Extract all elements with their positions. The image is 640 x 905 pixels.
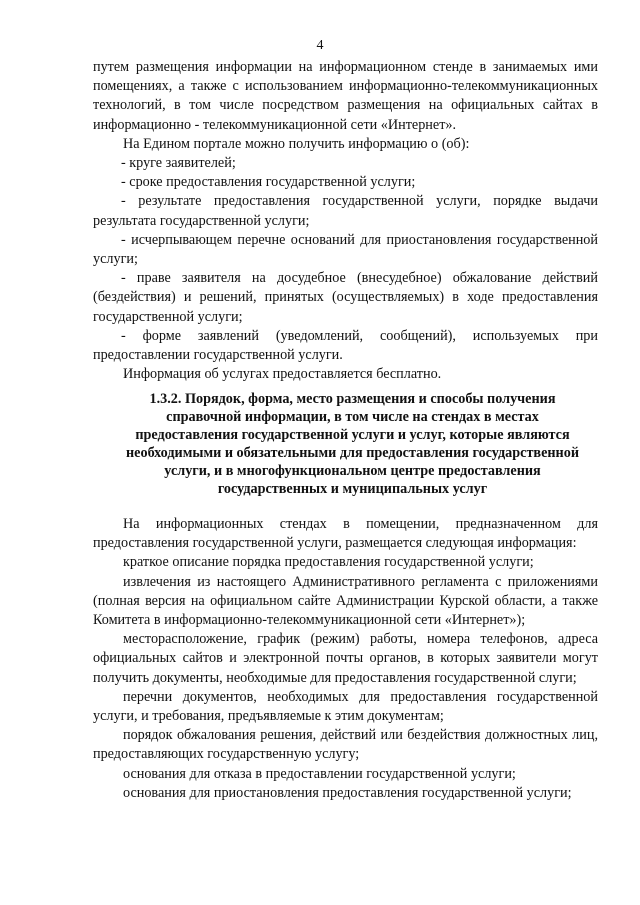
paragraph: Информация об услугах предоставляется бесплатно. bbox=[123, 366, 442, 383]
list-item: основания для приостановления предоставления государственной услуги; bbox=[123, 784, 572, 801]
list-item: порядок обжалования решения, действий или бездействия должностных лиц, предоставляющих государственную услугу; bbox=[93, 727, 598, 763]
heading-line: необходимыми и обязательными для предоставления государственной bbox=[126, 445, 579, 461]
page-number: 4 bbox=[316, 38, 324, 53]
list-item: - сроке предоставления государственной услуги; bbox=[121, 174, 416, 191]
list-item: - праве заявителя на досудебное (внесудебное) обжалование действий (бездействия) и решений, принятых (осуществляемых) в ходе предоставления государственной услуги; bbox=[93, 270, 598, 325]
paragraph: На информационных стендах в помещении, предназначенном для предоставления государственной услуги, размещается следующая информация: bbox=[93, 516, 598, 552]
list-item: краткое описание порядка предоставления государственной услуги; bbox=[123, 554, 534, 571]
list-item: месторасположение, график (режим) работы, номера телефонов, адреса официальных сайтов и электронной почты органов, в которых заявители могут получить документы, необходимые для предоставления государственной слуги; bbox=[93, 631, 598, 686]
section-heading bbox=[120, 390, 585, 498]
list-item: - исчерпывающем перечне оснований для приостановления государственной услуги; bbox=[93, 231, 598, 268]
list-item: основания для отказа в предоставлении государственной услуги; bbox=[123, 765, 516, 782]
list-item: перечни документов, необходимых для предоставления государственной услуги, и требования, предъявляемые к этим документам; bbox=[93, 688, 598, 725]
heading-line: справочной информации, в том числе на стендах в местах bbox=[166, 409, 539, 425]
heading-line: государственных и муниципальных услуг bbox=[217, 481, 488, 497]
list-item: извлечения из настоящего Административного регламента с приложениями (полная версия на официальном сайте Администрации Курской области, а также Комитета в информационно-телекоммуникационной сети «Интернет»); bbox=[93, 573, 598, 629]
heading-line: услуги, и в многофункциональном центре предоставления bbox=[164, 463, 541, 479]
heading-line: 1.3.2. Порядок, форма, место размещения и способы получения bbox=[149, 391, 556, 407]
list-item: - форме заявлений (уведомлений, сообщений), используемых при предоставлении государственной услуги. bbox=[93, 327, 598, 364]
heading-line: предоставления государственной услуги и услуг, которые являются bbox=[135, 427, 570, 443]
paragraph: путем размещения информации на информационном стенде в занимаемых ими помещениях, а также с использованием информационно-телекоммуникационных технологий, в том числе посредством размещения на официальных сайтах в информационно - телекоммуникационной сети «Интернет». bbox=[93, 59, 598, 133]
intro-text-block bbox=[93, 58, 598, 384]
paragraph: На Едином портале можно получить информацию о (об): bbox=[123, 135, 470, 152]
section-text-block bbox=[93, 515, 598, 803]
list-item: - результате предоставления государственной услуги, порядке выдачи результата государственной услуги; bbox=[93, 193, 598, 229]
list-item: - круге заявителей; bbox=[121, 155, 236, 172]
